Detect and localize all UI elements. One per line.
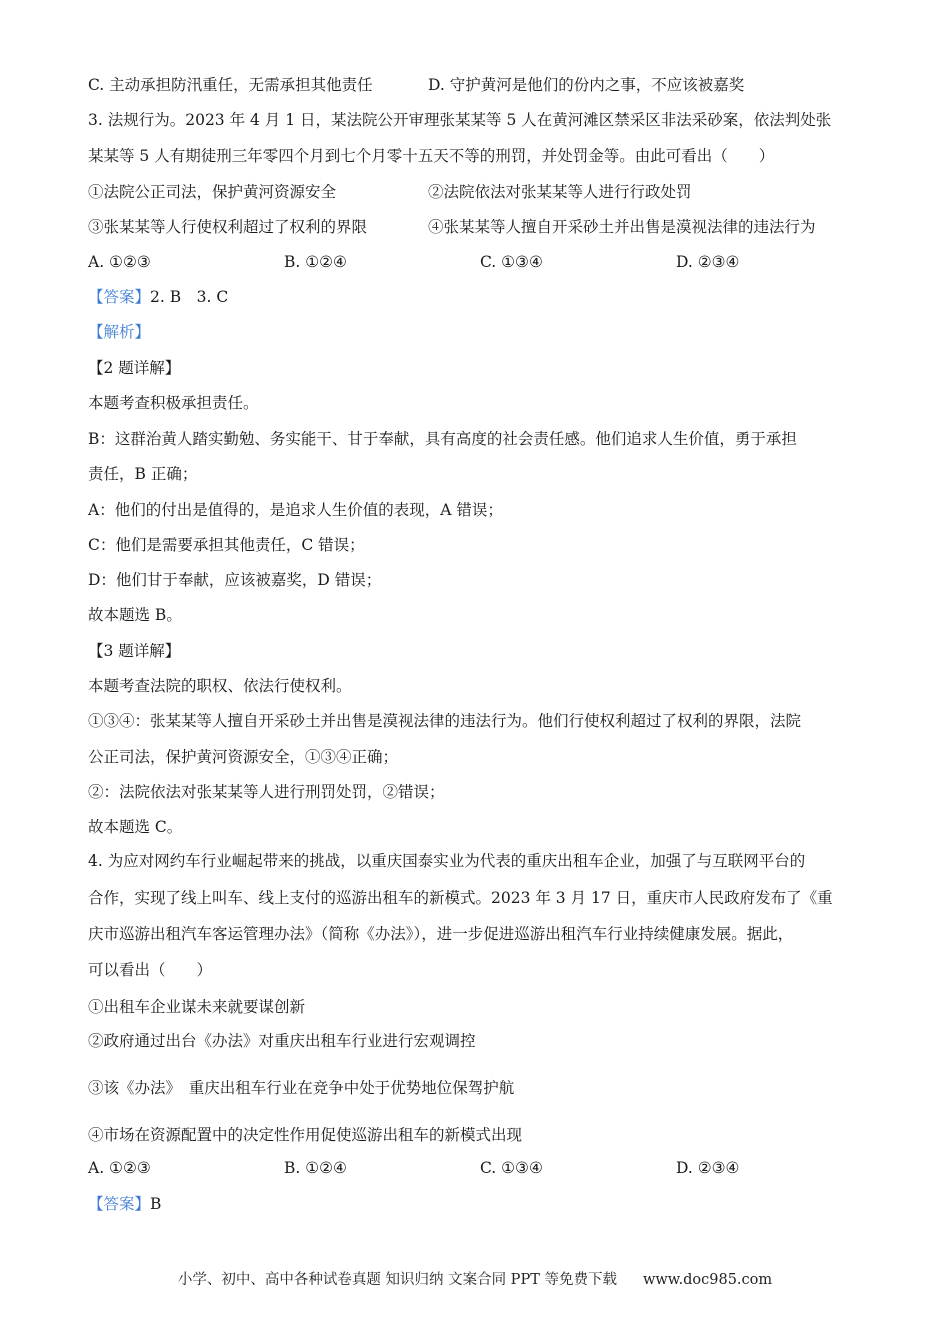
q3-detail-line: ①③④：张某某等人擅自开采砂土并出售是漠视法律的违法行为。他们行使权利超过了权利的界限，法院 [88,712,802,730]
q3-items-row1 [88,181,878,203]
answer-text: 2. B 3. C [150,288,229,306]
q3-choice-c: C. ①③④ [480,253,543,271]
q4-choice-b: B. ①②④ [284,1159,347,1177]
q2-detail-line: B：这群治黄人踏实勤勉、务实能干、甘于奉献，具有高度的社会责任感。他们追求人生价值，勇于承担 [88,430,797,448]
q2-detail-line: D：他们甘于奉献，应该被嘉奖，D 错误； [88,571,382,589]
answer-tag: 【答案】 [88,1195,151,1213]
q3-stem-line1: 3. 法规行为。2023 年 4 月 1 日，某法院公开审理张某某等 5 人在黄河滩区禁采区非法采砂案，依法判处张 [88,111,832,129]
answer-tag: 【答案】 [88,288,151,306]
q2-option-d: D. 守护黄河是他们的份内之事，不应该被嘉奖 [428,76,745,94]
q3-detail-line: 公正司法，保护黄河资源安全，①③④正确； [88,748,399,766]
q3-item-2: ②法院依法对张某某等人进行行政处罚 [428,183,692,201]
q4-choice-c: C. ①③④ [480,1159,543,1177]
q3-stem-line2: 某某等 5 人有期徒刑三年零四个月到七个月零十五天不等的刑罚，并处罚金等。由此可看出（ ） [88,147,775,165]
q2-detail-tag: 【2 题详解】 [88,359,181,377]
q3-detail-line: 故本题选 C。 [88,818,183,836]
q4-item-3: ③该《办法》 重庆出租车行业在竞争中处于优势地位保驾护航 [88,1079,515,1097]
q2-detail-line: 本题考查积极承担责任。 [88,394,259,412]
q3-choice-a: A. ①②③ [88,253,151,271]
q2-detail-line: C：他们是需要承担其他责任，C 错误； [88,536,365,554]
q4-stem-line: 合作，实现了线上叫车、线上支付的巡游出租车的新模式。2023 年 3 月 17 日，重庆市人民政府发布了《重 [88,889,833,907]
q3-items-row2 [88,216,878,238]
q3-item-4: ④张某某等人擅自开采砂土并出售是漠视法律的违法行为 [428,218,816,236]
q3-choice-d: D. ②③④ [676,253,740,271]
q2-detail-line: 故本题选 B。 [88,606,182,624]
q3-detail-line: 本题考查法院的职权、依法行使权利。 [88,677,352,695]
q3-item-3: ③张某某等人行使权利超过了权利的界限 [88,218,368,236]
q2-detail-line: 责任，B 正确； [88,465,198,483]
q3-choice-b: B. ①②④ [284,253,347,271]
q3-detail-tag: 【3 题详解】 [88,642,181,660]
q4-choice-a: A. ①②③ [88,1159,151,1177]
q4-choice-d: D. ②③④ [676,1159,740,1177]
q3-detail-line: ②：法院依法对张某某等人进行刑罚处罚，②错误； [88,783,445,801]
q4-stem-line: 可以看出（ ） [88,961,213,979]
q2-option-c: C. 主动承担防汛重任，无需承担其他责任 [88,76,373,94]
q4-stem-line: 4. 为应对网约车行业崛起带来的挑战，以重庆国泰实业为代表的重庆出租车企业，加强了与互联网平台的 [88,852,806,870]
answer-text: B [150,1195,162,1213]
q4-stem-line: 庆市巡游出租汽车客运管理办法》（简称《办法》），进一步促进巡游出租汽车行业持续健康发展。据此， [88,925,794,943]
q4-item-1: ①出租车企业谋未来就要谋创新 [88,998,306,1016]
q3-choices [88,251,872,273]
q4-item-4: ④市场在资源配置中的决定性作用促使巡游出租车的新模式出现 [88,1126,523,1144]
answer-block-2 [88,1193,161,1215]
footer-text: 小学、初中、高中各种试卷真题 知识归纳 文案合同 PPT 等免费下载 [177,1272,617,1288]
q4-choices [88,1157,872,1179]
q2-options-cd [88,74,878,96]
page-footer [0,1268,950,1289]
answer-block-1 [88,286,228,308]
footer-url[interactable]: www.doc985.com [642,1272,773,1288]
q2-detail-line: A：他们的付出是值得的，是追求人生价值的表现，A 错误； [88,501,503,519]
analysis-tag: 【解析】 [88,323,151,341]
q4-item-2: ②政府通过出台《办法》对重庆出租车行业进行宏观调控 [88,1032,476,1050]
q3-item-1: ①法院公正司法，保护黄河资源安全 [88,183,337,201]
